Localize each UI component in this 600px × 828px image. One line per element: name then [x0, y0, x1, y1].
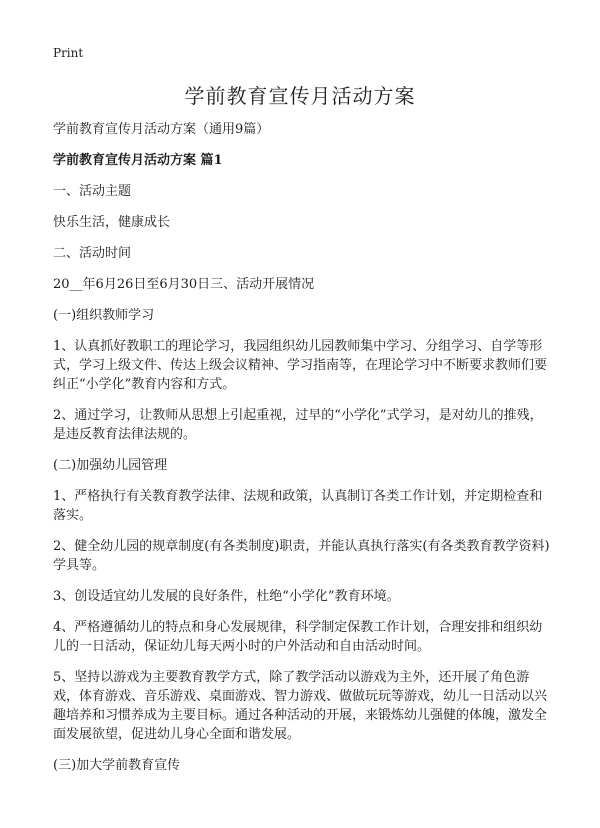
- paragraph: (一)组织教师学习: [53, 308, 155, 323]
- paragraph: 5、坚持以游戏为主要教育教学方式，除了教学活动以游戏为主外，还开展了角色游戏，体育游戏、音乐游戏、桌面游戏、智力游戏、做做玩玩等游戏，幼儿一日活动以兴趣培养和习惯养成为主要目标。通过各种活动的开展，来锻炼幼儿强健的体魄，激发全面发展欲望，促进幼儿身心全面和谐发展。: [53, 670, 548, 742]
- paragraph: 2、通过学习，让教师从思想上引起重视，过早的“小学化”式学习，是对幼儿的推残，是违反教育法律法规的。: [53, 408, 543, 442]
- paragraph: 1、认真抓好教职工的理论学习，我园组织幼儿园教师集中学习、分组学习、自学等形式，学习上级文件、传达上级会议精神、学习指南等，在理论学习中不断要求教师们要纠正“小学化”教育内容和方式。: [53, 339, 548, 392]
- print-link[interactable]: Print: [53, 46, 84, 60]
- paragraph: 一、活动主题: [53, 184, 132, 199]
- paragraph: 学前教育宣传月活动方案（通用9篇）: [53, 122, 270, 137]
- paragraph: 3、创设适宜幼儿发展的良好条件，杜绝“小学化”教育环境。: [53, 589, 400, 604]
- paragraph: 20__年6月26日至6月30日三、活动开展情况: [53, 277, 315, 292]
- paragraph: 1、严格执行有关教育教学法律、法规和政策，认真制订各类工作计划，并定期检查和落实。: [53, 489, 543, 523]
- paragraph: 二、活动时间: [53, 246, 132, 261]
- paragraph: (二)加强幼儿园管理: [53, 458, 168, 473]
- paragraph: 2、健全幼儿园的规章制度(有各类制度)职责，并能认真执行落实(有各类教育教学资料)学具等。: [53, 539, 550, 573]
- document-title: 学前教育宣传月活动方案: [184, 84, 416, 108]
- paragraph: 4、严格遵循幼儿的特点和身心发展规律，科学制定保教工作计划，合理安排和组织幼儿的一日活动，保证幼儿每天两小时的户外活动和自由活动时间。: [53, 620, 543, 654]
- document-body: [53, 120, 553, 787]
- paragraph: (三)加大学前教育宣传: [53, 758, 181, 773]
- paragraph: 快乐生活，健康成长: [53, 215, 171, 230]
- section-heading: 学前教育宣传月活动方案 篇1: [53, 153, 223, 168]
